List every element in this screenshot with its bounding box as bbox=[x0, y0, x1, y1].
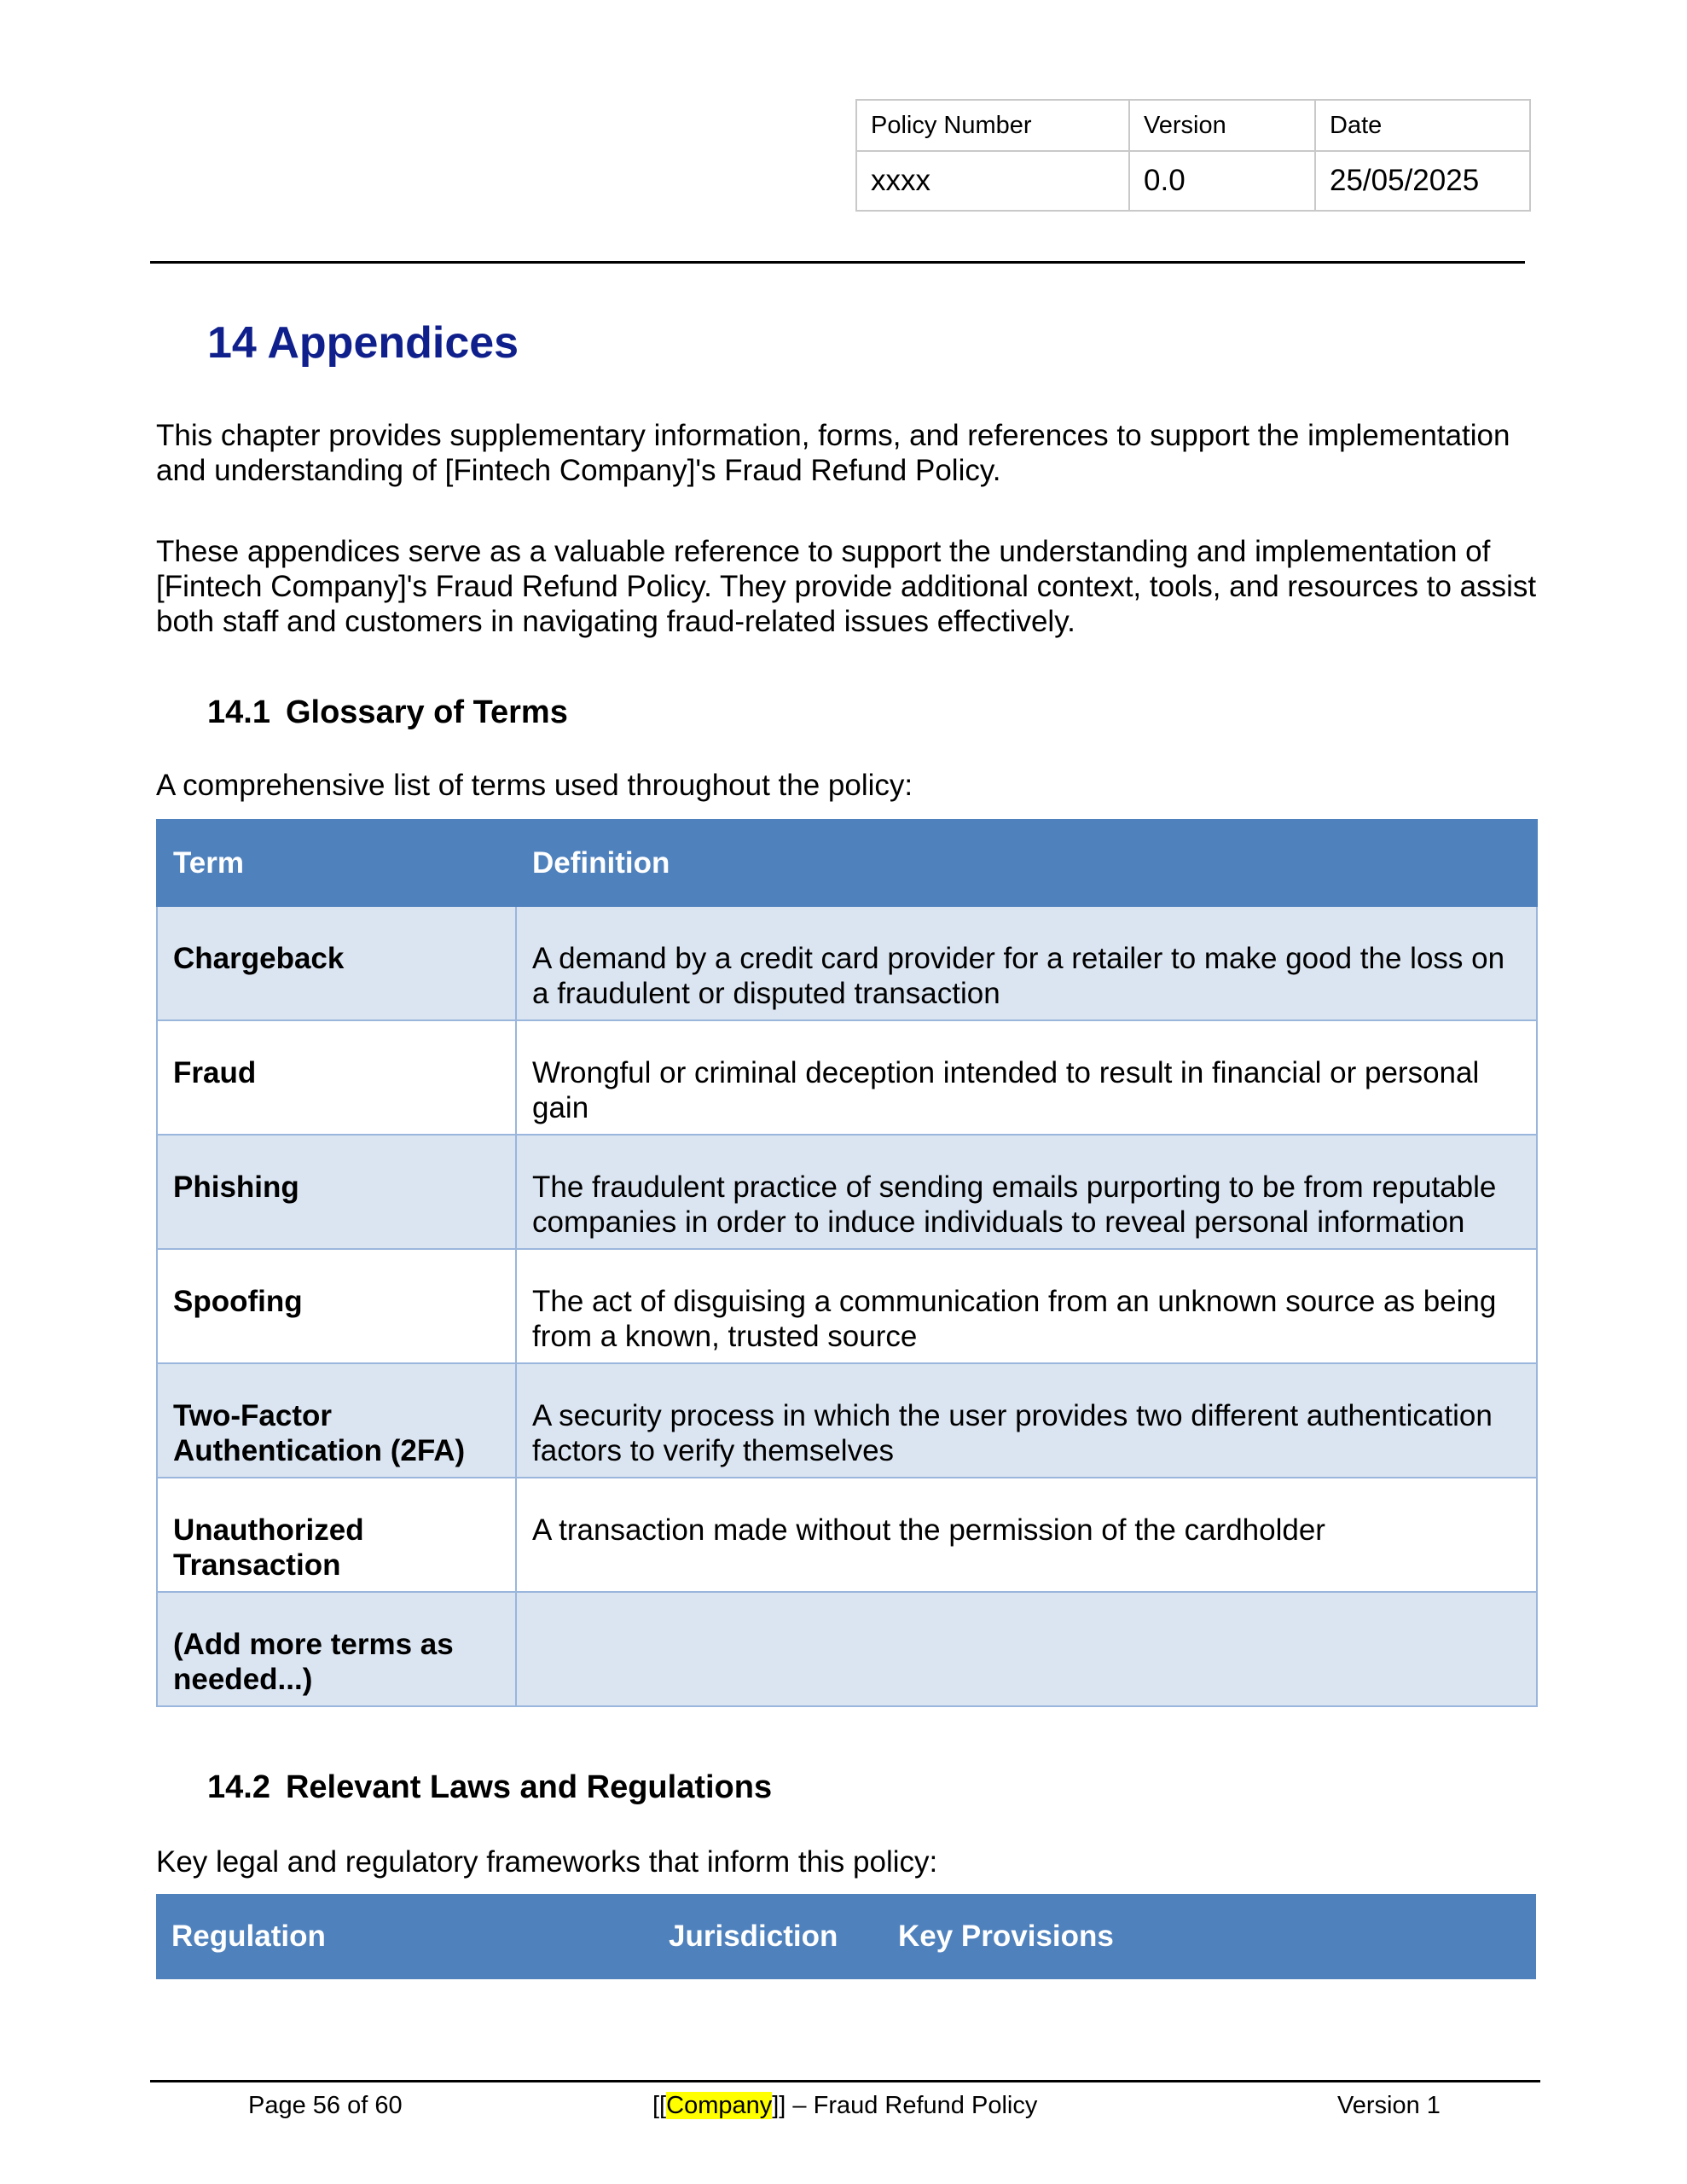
date-label: Date bbox=[1315, 100, 1530, 151]
glossary-heading bbox=[207, 694, 568, 731]
laws-title: Relevant Laws and Regulations bbox=[285, 1769, 773, 1805]
version-label: Version bbox=[1129, 100, 1315, 151]
regulations-header-jurisdiction: Jurisdiction bbox=[653, 1894, 883, 1979]
glossary-term: Spoofing bbox=[157, 1249, 516, 1363]
glossary-definition bbox=[516, 1592, 1537, 1706]
glossary-term: Chargeback bbox=[157, 906, 516, 1020]
glossary-definition: The act of disguising a communication from an unknown source as being from a known, trusted source bbox=[516, 1249, 1537, 1363]
table-row bbox=[157, 1020, 1537, 1135]
glossary-term: Two-Factor Authentication (2FA) bbox=[157, 1363, 516, 1478]
table-row bbox=[157, 1249, 1537, 1363]
glossary-definition: A transaction made without the permission of the cardholder bbox=[516, 1478, 1537, 1592]
regulations-header-provisions: Key Provisions bbox=[883, 1894, 1536, 1979]
glossary-term: Fraud bbox=[157, 1020, 516, 1135]
glossary-definition: Wrongful or criminal deception intended to result in financial or personal gain bbox=[516, 1020, 1537, 1135]
table-row bbox=[157, 1592, 1537, 1706]
version-value: 0.0 bbox=[1129, 151, 1315, 211]
laws-number: 14.2 bbox=[207, 1769, 270, 1805]
regulations-header-regulation: Regulation bbox=[156, 1894, 653, 1979]
footer-document-title: [[Company]] – Fraud Refund Policy bbox=[652, 2092, 1038, 2119]
glossary-title: Glossary of Terms bbox=[285, 694, 568, 730]
glossary-term: (Add more terms as needed...) bbox=[157, 1592, 516, 1706]
glossary-term: Unauthorized Transaction bbox=[157, 1478, 516, 1592]
glossary-number: 14.1 bbox=[207, 694, 270, 730]
policy-number-label: Policy Number bbox=[856, 100, 1129, 151]
glossary-header-term: Term bbox=[157, 820, 516, 906]
document-info-table bbox=[855, 99, 1531, 212]
chapter-title: 14 Appendices bbox=[207, 318, 519, 368]
company-placeholder: Company bbox=[666, 2092, 773, 2119]
policy-number-value: xxxx bbox=[856, 151, 1129, 211]
table-row bbox=[157, 1135, 1537, 1249]
glossary-definition: A security process in which the user provides two different authentication factors to verify themselves bbox=[516, 1363, 1537, 1478]
footer-divider bbox=[150, 2080, 1540, 2082]
table-row bbox=[157, 1363, 1537, 1478]
header-divider bbox=[150, 261, 1525, 264]
laws-intro: Key legal and regulatory frameworks that inform this policy: bbox=[156, 1845, 938, 1879]
glossary-definition: The fraudulent practice of sending emails purporting to be from reputable companies in order to induce individuals to reveal personal information bbox=[516, 1135, 1537, 1249]
chapter-intro: This chapter provides supplementary information, forms, and references to support the implementation and understanding of [Fintech Company]'s Fraud Refund Policy. bbox=[156, 419, 1510, 487]
table-row bbox=[157, 1478, 1537, 1592]
regulations-table bbox=[156, 1894, 1536, 1979]
glossary-definition: A demand by a credit card provider for a retailer to make good the loss on a fraudulent or disputed transaction bbox=[516, 906, 1537, 1020]
date-value: 25/05/2025 bbox=[1315, 151, 1530, 211]
glossary-table bbox=[156, 819, 1538, 1707]
glossary-header-definition: Definition bbox=[516, 820, 1537, 906]
page-number: Page 56 of 60 bbox=[248, 2092, 403, 2119]
glossary-intro: A comprehensive list of terms used throughout the policy: bbox=[156, 769, 913, 802]
glossary-term: Phishing bbox=[157, 1135, 516, 1249]
footer-version: Version 1 bbox=[1337, 2092, 1441, 2119]
chapter-summary: These appendices serve as a valuable reference to support the understanding and implementation of [Fintech Company]'s Fraud Refund Policy. They provide additional context, tools, and resources to assist both staff and customers in navigating fraud-related issues effectively. bbox=[156, 535, 1537, 638]
laws-heading bbox=[207, 1769, 772, 1806]
table-row bbox=[157, 906, 1537, 1020]
